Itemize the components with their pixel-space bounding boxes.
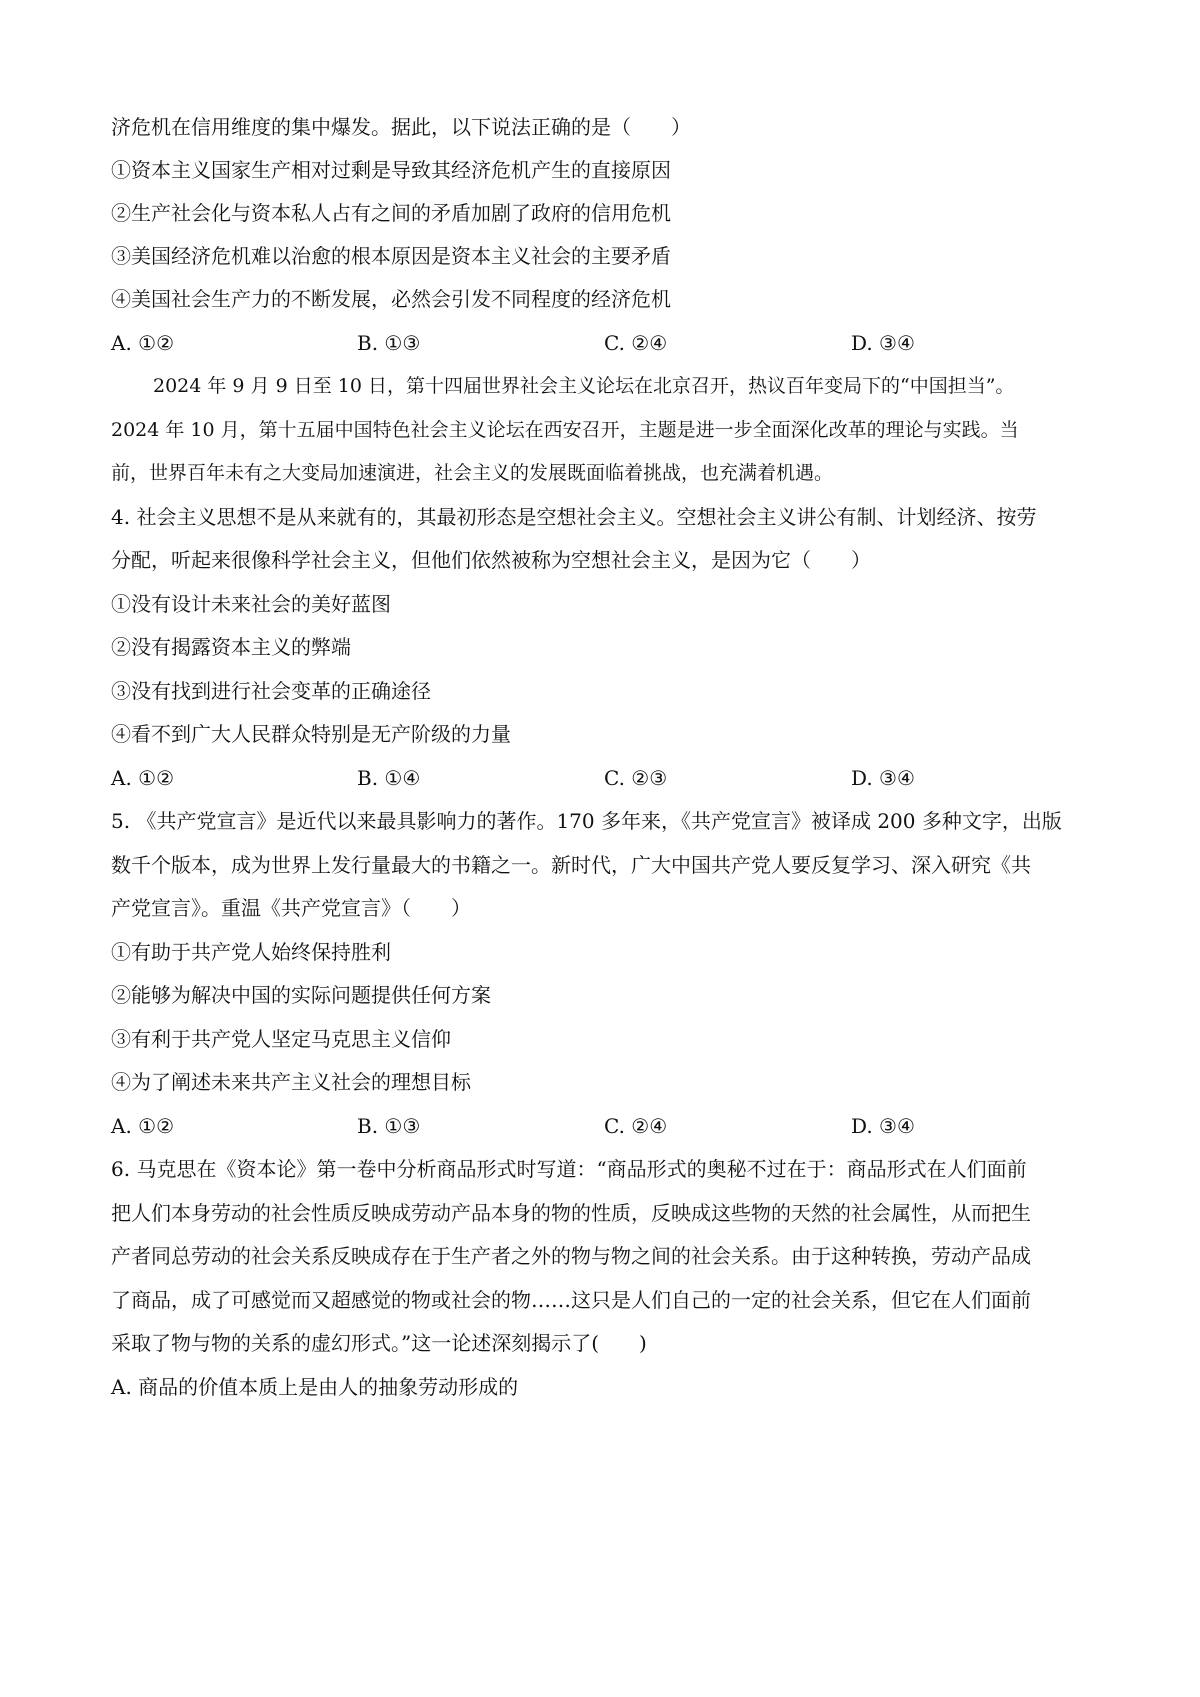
q3-item-1: ①资本主义国家生产相对过剩是导致其经济危机产生的直接原因 [111, 158, 671, 182]
q5-item-2: ②能够为解决中国的实际问题提供任何方案 [111, 983, 491, 1007]
q6-stem-line-2: 把人们本身劳动的社会性质反映成劳动产品本身的物的性质，反映成这些物的天然的社会属性，从而把生 [111, 1201, 1031, 1225]
q4-option-d: D. ③④ [851, 766, 915, 790]
q3-item-2: ②生产社会化与资本私人占有之间的矛盾加剧了政府的信用危机 [111, 201, 671, 225]
q3-option-b: B. ①③ [357, 331, 421, 355]
q5-option-a: A. ①② [111, 1114, 175, 1138]
q4-item-1: ①没有设计未来社会的美好蓝图 [111, 592, 391, 616]
q6-stem-line-5: 采取了物与物的关系的虚幻形式。”这一论述深刻揭示了( ) [111, 1331, 647, 1355]
q4-item-2: ②没有揭露资本主义的弊端 [111, 635, 351, 659]
q4-item-3: ③没有找到进行社会变革的正确途径 [111, 679, 431, 703]
material-line-3: 前，世界百年未有之大变局加速演进，社会主义的发展既面临着挑战，也充满着机遇。 [111, 462, 834, 484]
q6-stem-line-3: 产者同总劳动的社会关系反映成存在于生产者之外的物与物之间的社会关系。由于这种转换，劳动产品成 [111, 1244, 1031, 1268]
q3-item-3: ③美国经济危机难以治愈的根本原因是资本主义社会的主要矛盾 [111, 244, 671, 268]
q4-item-4: ④看不到广大人民群众特别是无产阶级的力量 [111, 722, 511, 746]
material-line-2: 2024 年 10 月，第十五届中国特色社会主义论坛在西安召开，主题是进一步全面深化改革的理论与实践。当 [111, 419, 1019, 441]
q5-stem-line-2: 数千个版本，成为世界上发行量最大的书籍之一。新时代，广大中国共产党人要反复学习、深入研究《共 [111, 853, 1031, 877]
q3-option-a: A. ①② [111, 331, 175, 355]
q3-option-d: D. ③④ [851, 331, 915, 355]
q4-option-b: B. ①④ [357, 766, 421, 790]
q4-stem-line-1: 4. 社会主义思想不是从来就有的，其最初形态是空想社会主义。空想社会主义讲公有制、计划经济、按劳 [111, 505, 1037, 529]
q6-stem-line-1: 6. 马克思在《资本论》第一卷中分析商品形式时写道：“商品形式的奥秘不过在于：商品形式在人们面前 [111, 1157, 1027, 1181]
q5-item-4: ④为了阐述未来共产主义社会的理想目标 [111, 1070, 471, 1094]
q5-option-c: C. ②④ [604, 1114, 668, 1138]
q3-option-c: C. ②④ [604, 331, 668, 355]
q6-option-a: A. 商品的价值本质上是由人的抽象劳动形成的 [111, 1375, 519, 1399]
q4-option-a: A. ①② [111, 766, 175, 790]
q4-option-c: C. ②③ [604, 766, 668, 790]
q5-item-3: ③有利于共产党人坚定马克思主义信仰 [111, 1027, 451, 1051]
q5-option-b: B. ①③ [357, 1114, 421, 1138]
q5-stem-line-3: 产党宣言》。重温《共产党宣言》（ ） [111, 896, 471, 920]
q6-stem-line-4: 了商品，成了可感觉而又超感觉的物或社会的物……这只是人们自己的一定的社会关系，但它在人们面前 [111, 1288, 1031, 1312]
material-line-1: 2024 年 9 月 9 日至 10 日，第十四届世界社会主义论坛在北京召开，热议百年变局下的“中国担当”。 [153, 375, 1015, 397]
q5-option-d: D. ③④ [851, 1114, 915, 1138]
q5-stem-line-1: 5. 《共产党宣言》是近代以来最具影响力的著作。170 多年来，《共产党宣言》被译成 200 多种文字，出版 [111, 809, 1062, 833]
q5-item-1: ①有助于共产党人始终保持胜利 [111, 940, 391, 964]
q3-stem-tail: 济危机在信用维度的集中爆发。据此，以下说法正确的是（ ） [111, 115, 691, 139]
q3-item-4: ④美国社会生产力的不断发展，必然会引发不同程度的经济危机 [111, 287, 671, 311]
q4-stem-line-2: 分配，听起来很像科学社会主义，但他们依然被称为空想社会主义，是因为它（ ） [111, 548, 871, 572]
